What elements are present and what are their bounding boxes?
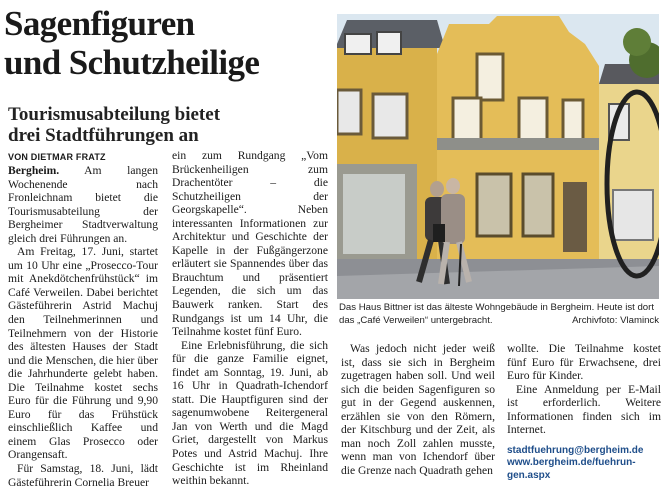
dateline: Bergheim. (8, 164, 60, 177)
paragraph: Am Freitag, 17. Juni, startet um 10 Uhr eine „Prosecco-Tour mit Anekdötchenfrühstück“ im Café Verweilen. Dabei berichtet Gästeführerin Astrid Machuj den Teilnehmerinnen und Teilnehmern von der Historie des ältesten Hauses der Stadt und die Menschen, die hier über die Jahrhunderte gelebt haben. Die Teilnahme kostet sechs Euro für die Führung und 9,90 Euro für das Frühstück einschließlich Kaffee und einem Glas Prosecco oder Orangensaft. (8, 245, 158, 462)
old-town-building-photo-icon (337, 14, 659, 299)
paragraph: Für Samstag, 18. Juni, lädt Gästeführerin Cornelia Breuer (8, 462, 158, 489)
paragraph: Eine Erlebnisführung, die sich für die ganze Familie eignet, findet am Sonntag, 19. Juni, ab 16 Uhr in Quadrath-Ichendorf statt. Die Hauptfiguren sind der sagenumwobene Reitergeneral Jan von Werth und die Magd Griet, dargestellt von Markus Potes und Astrid Machuj. Ihre Geschichte ist im Rheinland weithin bekannt. (172, 338, 328, 488)
email-link[interactable]: stadtfuehrung@bergheim.de (507, 444, 644, 456)
article-column-1 (8, 164, 158, 489)
headline-line-1: Sagenfiguren (4, 4, 195, 43)
website-link-line-2: gen.aspx (507, 469, 551, 481)
headline-line-2: und Schutzheilige (4, 43, 260, 82)
paragraph: wollte. Die Teilnahme kostet fünf Euro für Erwachsene, drei Euro für Kinder. (507, 342, 661, 383)
paragraph-text: Am langen Wochenende nach Fronleichnam bietet die Tourismusabteilung der Bergheimer Stadtverwaltung gleich drei Führungen an. (8, 164, 158, 245)
subheadline (8, 104, 328, 146)
headline (4, 4, 334, 82)
paragraph: Was jedoch nicht jeder weiß ist, dass sie sich in Bergheim zugetragen haben soll. Und weil sich die beiden Sagenfiguren so gut in der Gegend auskennen, erzählen sie von den Römern, der Kitschburg und der Zeit, als man noch Zoll zahlen musste, wenn man von Ichendorf über die Grenze nach Quadrath gehen (341, 342, 495, 477)
caption-text: Das Haus Bittner ist das älteste Wohngebäude in Bergheim. Heute ist dort das „Café Verweilen“ untergebracht. (339, 302, 654, 326)
contact-info (507, 445, 661, 483)
photo-caption (339, 302, 659, 327)
article-column-2 (172, 149, 328, 488)
website-link-line-1: www.bergheim.de/fuehrun- (507, 457, 636, 469)
paragraph (8, 164, 158, 245)
subheadline-line-2: drei Stadtführungen an (8, 125, 199, 146)
photo-credit: Archivfoto: Vlaminck (572, 314, 659, 326)
website-link[interactable] (507, 457, 661, 482)
article-photo (337, 14, 659, 299)
paragraph: Eine Anmeldung per E-Mail ist erforderlich. Weitere Informationen finden sich im Internet. (507, 382, 661, 437)
paragraph: ein zum Rundgang „Vom Brückenheiligen zum Drachentöter – die Schutzheiligen der Georgskapelle“. Neben interessanten Informationen zur Architektur und Geschichte der Kapelle in der Fußgängerzone erläutert sie Spannendes über das Brauchtum und präsentiert Legenden, die sich um das Bauwerk ranken. Start des Rundgangs ist um 14 Uhr, die Teilnahme kostet fünf Euro. (172, 149, 328, 339)
subheadline-line-1: Tourismusabteilung bietet (8, 104, 221, 125)
article-column-3 (341, 342, 495, 477)
article-column-4 (507, 342, 661, 482)
byline: VON DIETMAR FRATZ (8, 152, 106, 162)
